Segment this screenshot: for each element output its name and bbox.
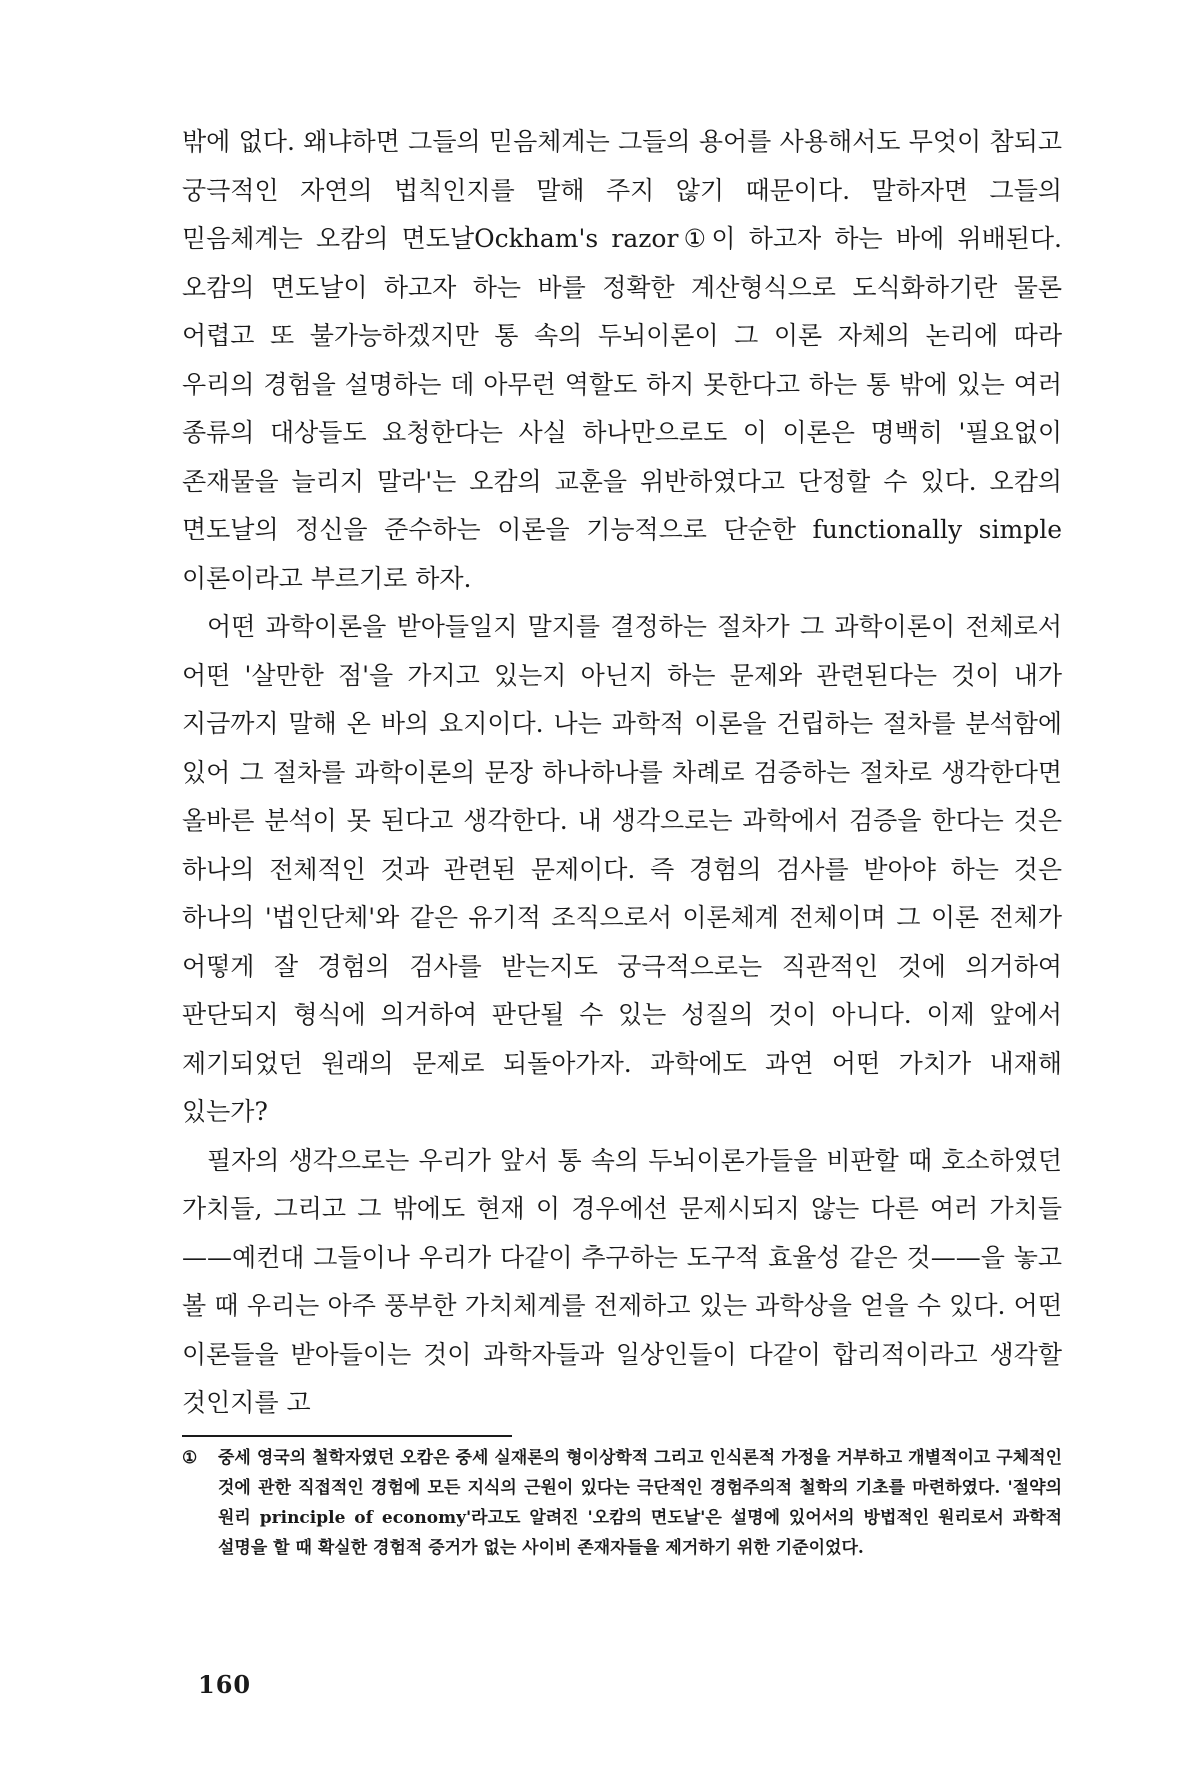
paragraph-2: 어떤 과학이론을 받아들일지 말지를 결정하는 절차가 그 과학이론이 전체로서 어떤 '살만한 점'을 가지고 있는지 아닌지 하는 문제와 관련된다는 것이 내가 지금까지 말해 온 바의 요지이다. 나는 과학적 이론을 건립하는 절차를 분석함에 있어 그 절차를 과학이론의 문장 하나하나를 차례로 검증하는 절차로 생각한다면 올바른 분석이 못 된다고 생각한다. 내 생각으로는 과학에서 검증을 한다는 것은 하나의 전체적인 것과 관련된 문제이다. 즉 경험의 검사를 받아야 하는 것은 하나의 '법인단체'와 같은 유기적 조직으로서 이론체계 전체이며 그 이론 전체가 어떻게 잘 경험의 검사를 받는지도 궁극적으로는 직관적인 것에 의거하여 판단되지 형식에 의거하여 판단될 수 있는 성질의 것이 아니다. 이제 앞에서 제기되었던 원래의 문제로 되돌아가자. 과학에도 과연 어떤 가치가 내재해 있는가? <box>182 612 1062 1126</box>
page-number: 160 <box>198 1670 252 1699</box>
footnote <box>182 1443 1062 1563</box>
footnote-divider <box>182 1435 512 1437</box>
paragraph-1: 밖에 없다. 왜냐하면 그들의 믿음체계는 그들의 용어를 사용해서도 무엇이 참되고 궁극적인 자연의 법칙인지를 말해 주지 않기 때문이다. 말하자면 그들의 믿음체계는 오캄의 면도날Ockham's razor①이 하고자 하는 바에 위배된다. 오캄의 면도날이 하고자 하는 바를 정확한 계산형식으로 도식화하기란 물론 어렵고 또 불가능하겠지만 통 속의 두뇌이론이 그 이론 자체의 논리에 따라 우리의 경험을 설명하는 데 아무런 역할도 하지 못한다고 하는 통 밖에 있는 여러 종류의 대상들도 요청한다는 사실 하나만으로도 이 이론은 명백히 '필요없이 존재물을 늘리지 말라'는 오캄의 교훈을 위반하였다고 단정할 수 있다. 오캄의 면도날의 정신을 준수하는 이론을 기능적으로 단순한 functionally simple 이론이라고 부르기로 하자. <box>182 127 1062 593</box>
main-text <box>182 118 1062 1428</box>
footnote-text: 중세 영국의 철학자였던 오캄은 중세 실재론의 형이상학적 그리고 인식론적 가정을 거부하고 개별적이고 구체적인 것에 관한 직접적인 경험에 모든 지식의 근원이 있다는 극단적인 경험주의적 철학의 기초를 마련하였다. '절약의 원리 principle of economy'라고도 알려진 '오캄의 면도날'은 설명에 있어서의 방법적인 원리로서 과학적 설명을 할 때 확실한 경험적 증거가 없는 사이비 존재자들을 제거하기 위한 기준이었다. <box>218 1448 1062 1558</box>
footnote-mark: ① <box>182 1448 198 1468</box>
paragraph-3: 필자의 생각으로는 우리가 앞서 통 속의 두뇌이론가들을 비판할 때 호소하였던 가치들, 그리고 그 밖에도 현재 이 경우에선 문제시되지 않는 다른 여러 가치들——예컨대 그들이나 우리가 다같이 추구하는 도구적 효율성 같은 것——을 놓고 볼 때 우리는 아주 풍부한 가치체계를 전제하고 있는 과학상을 얻을 수 있다. 어떤 이론들을 받아들이는 것이 과학자들과 일상인들이 다같이 합리적이라고 생각할 것인지를 고 <box>182 1145 1062 1417</box>
